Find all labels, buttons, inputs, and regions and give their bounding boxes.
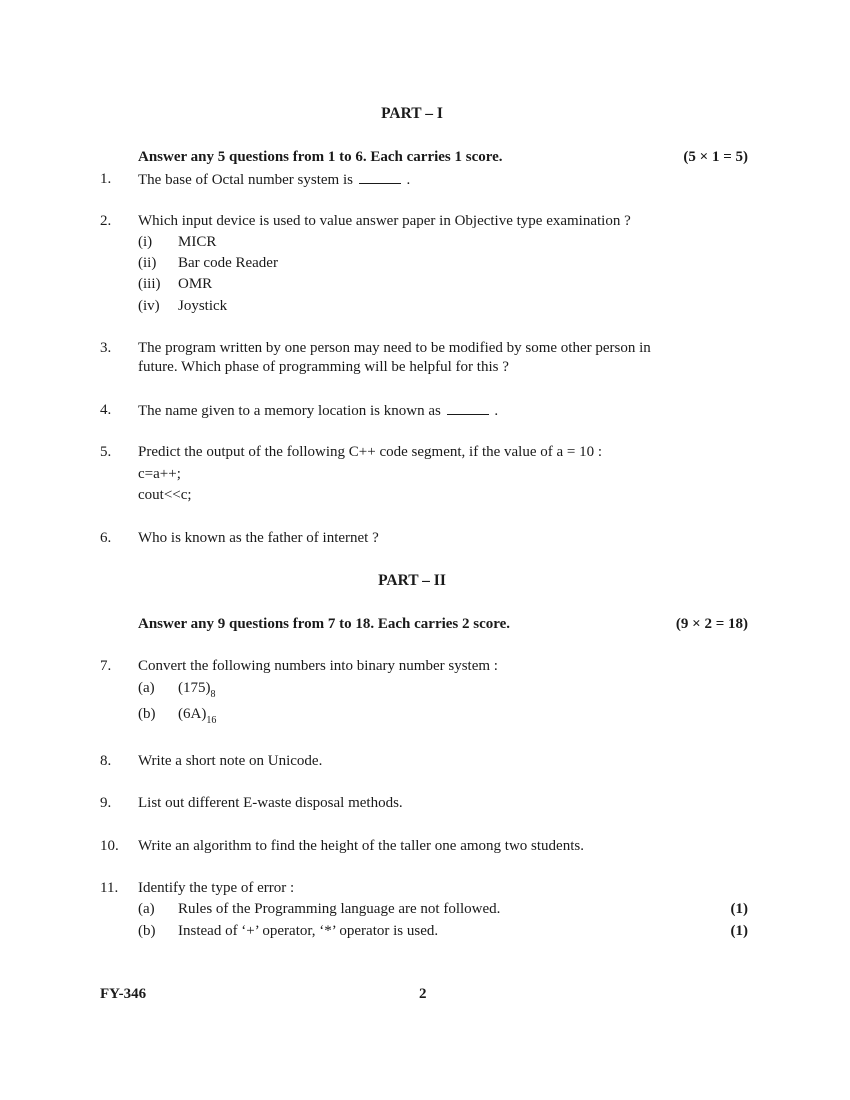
option-text: MICR — [178, 234, 217, 250]
number-value: (6A) — [178, 706, 207, 722]
question-7-text: Convert the following numbers into binary number system : — [138, 658, 498, 674]
option-mark: (1) — [730, 901, 748, 917]
paper-code: FY-346 — [100, 986, 147, 1002]
question-1-text-after: . — [406, 172, 411, 188]
question-6-number: 6. — [100, 530, 112, 546]
option-text: Bar code Reader — [178, 255, 278, 271]
question-6-text: Who is known as the father of internet ? — [138, 530, 379, 546]
part-2-heading: PART – II — [378, 572, 446, 589]
part-1-heading: PART – I — [381, 105, 443, 122]
option-label: (ii) — [138, 255, 157, 271]
question-1-text — [138, 171, 410, 189]
part-1-marks: (5 × 1 = 5) — [683, 149, 748, 165]
option-text: OMR — [178, 276, 213, 292]
question-1-text-before: The base of Octal number system is — [138, 172, 353, 188]
question-10-number: 10. — [100, 838, 119, 854]
option-mark: (1) — [730, 923, 748, 939]
option-text: Instead of ‘+’ operator, ‘*’ operator is used. — [178, 923, 439, 939]
option-label: (iv) — [138, 298, 160, 314]
option-text: Rules of the Programming language are not followed. — [178, 901, 501, 917]
question-7-number: 7. — [100, 658, 112, 674]
question-4-text-after: . — [494, 403, 499, 419]
question-3-number: 3. — [100, 340, 112, 356]
question-11-number: 11. — [100, 880, 119, 896]
option-label: (b) — [138, 706, 156, 722]
number-base: 8 — [210, 689, 216, 700]
number-6a-hex — [178, 706, 217, 726]
part-2-marks: (9 × 2 = 18) — [675, 616, 748, 632]
code-line-2: cout<<c; — [138, 487, 192, 503]
answer-blank — [447, 402, 489, 415]
option-label: (b) — [138, 923, 156, 939]
option-text: Joystick — [178, 298, 228, 314]
question-3-line-2: future. Which phase of programming will be helpful for this ? — [138, 359, 509, 375]
question-10-text: Write an algorithm to find the height of the taller one among two students. — [138, 838, 584, 854]
question-3-line-1: The program written by one person may need to be modified by some other person in — [138, 340, 651, 356]
question-8-number: 8. — [100, 753, 112, 769]
question-11-text: Identify the type of error : — [138, 880, 295, 896]
answer-blank — [359, 171, 401, 184]
option-label: (iii) — [138, 276, 161, 292]
number-value: (175) — [178, 680, 211, 696]
question-8-text: Write a short note on Unicode. — [138, 753, 323, 769]
question-9-number: 9. — [100, 795, 112, 811]
question-9-text: List out different E-waste disposal methods. — [138, 795, 403, 811]
question-2-number: 2. — [100, 213, 112, 229]
question-4-text-before: The name given to a memory location is known as — [138, 403, 441, 419]
part-2-instruction: Answer any 9 questions from 7 to 18. Each carries 2 score. — [138, 616, 511, 632]
part-1-instruction: Answer any 5 questions from 1 to 6. Each carries 1 score. — [138, 149, 503, 165]
option-label: (a) — [138, 901, 155, 917]
question-5-text: Predict the output of the following C++ code segment, if the value of a = 10 : — [138, 444, 603, 460]
question-5-number: 5. — [100, 444, 112, 460]
question-2-text: Which input device is used to value answer paper in Objective type examination ? — [138, 213, 631, 229]
question-4-number: 4. — [100, 402, 112, 418]
number-base: 16 — [206, 715, 217, 726]
page-number: 2 — [419, 986, 427, 1002]
option-label: (i) — [138, 234, 153, 250]
option-label: (a) — [138, 680, 155, 696]
number-175-octal — [178, 680, 216, 700]
question-1-number: 1. — [100, 171, 112, 187]
code-line-1: c=a++; — [138, 466, 181, 482]
question-4-text — [138, 402, 498, 420]
